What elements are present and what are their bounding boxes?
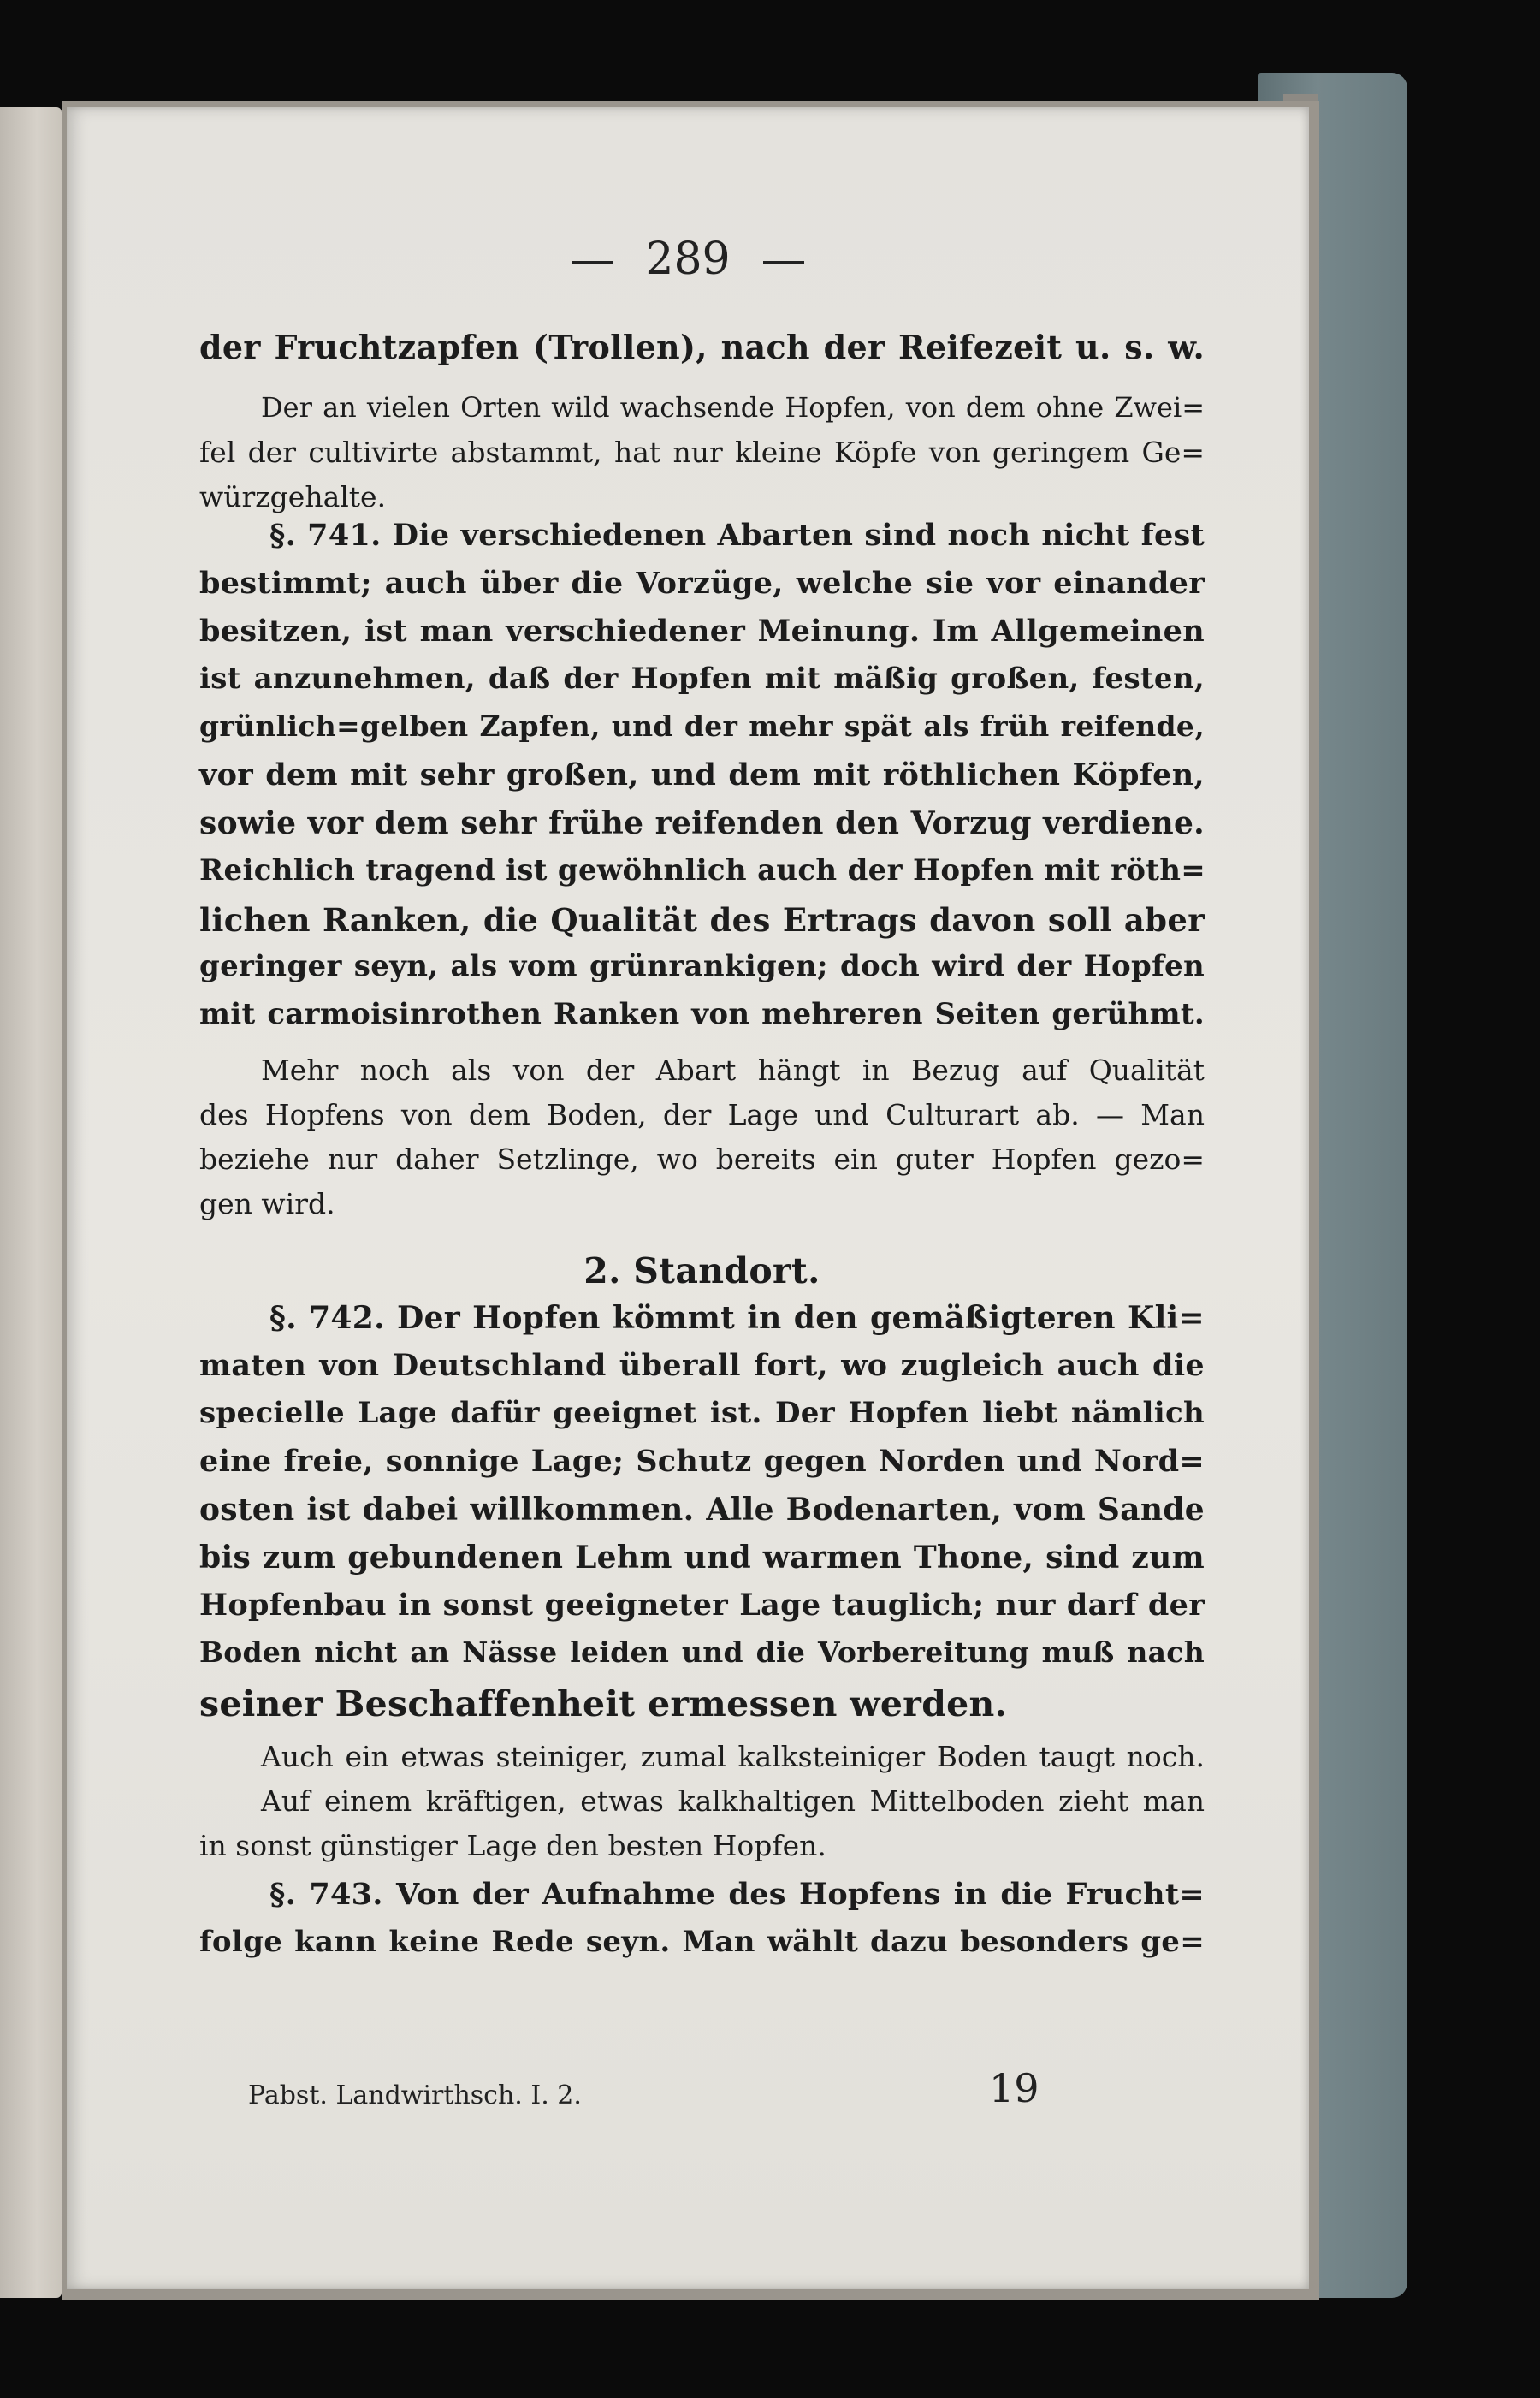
text-line: besitzen, ist man verschiedener Meinung. Im Allgemeinen (199, 614, 1205, 649)
text-line: folge kann keine Rede seyn. Man wählt dazu besonders ge= (199, 1925, 1205, 1959)
text-line: mit carmoisinrothen Ranken von mehreren Seiten gerühmt. (199, 997, 1205, 1031)
text-line: maten von Deutschland überall fort, wo zugleich auch die (199, 1348, 1205, 1383)
note-line: Auch ein etwas steiniger, zumal kalksteiniger Boden taugt noch. (261, 1740, 1205, 1773)
section-heading: 2. Standort. (583, 1250, 820, 1291)
text-line: Reichlich tragend ist gewöhnlich auch der Hopfen mit röth= (199, 853, 1206, 887)
previous-page-edge (0, 107, 62, 2298)
note-line: würzgehalte. (199, 480, 387, 513)
header-dash-right (763, 261, 804, 264)
header-dash-left (572, 261, 613, 264)
page-header (67, 234, 1309, 285)
text-line: specielle Lage dafür geeignet ist. Der Hopfen liebt nämlich (199, 1396, 1205, 1430)
text-line: eine freie, sonnige Lage; Schutz gegen Norden und Nord= (199, 1444, 1205, 1479)
note-line: fel der cultivirte abstammt, hat nur kleine Köpfe von geringem Ge= (199, 436, 1205, 469)
note-line: Mehr noch als von der Abart hängt in Bezug auf Qualität (261, 1054, 1205, 1087)
note-line: in sonst günstiger Lage den besten Hopfen. (199, 1829, 826, 1862)
section-743-start: §. 743. Von der Aufnahme des Hopfens in die Frucht= (270, 1877, 1205, 1912)
text-line: osten ist dabei willkommen. Alle Bodenarten, vom Sande (199, 1492, 1205, 1528)
section-741-start: §. 741. Die verschiedenen Abarten sind noch nicht fest (270, 518, 1205, 553)
text-line: bis zum gebundenen Lehm und warmen Thone, sind zum (199, 1540, 1205, 1576)
note-line: beziehe nur daher Setzlinge, wo bereits ein guter Hopfen gezo= (199, 1143, 1205, 1176)
signature-mark: Pabst. Landwirthsch. I. 2. (248, 2080, 582, 2110)
text-line: vor dem mit sehr großen, und dem mit röthlichen Köpfen, (199, 757, 1205, 792)
note-line: Auf einem kräftigen, etwas kalkhaltigen Mittelboden zieht man (261, 1784, 1205, 1818)
text-line: geringer seyn, als vom grünrankigen; doch wird der Hopfen (199, 949, 1205, 983)
text-line: grünlich=gelben Zapfen, und der mehr spät als früh reifende, (199, 709, 1205, 743)
section-742-start: §. 742. Der Hopfen kömmt in den gemäßigteren Kli= (270, 1300, 1205, 1336)
sheet-number: 19 (989, 2065, 1040, 2111)
book-page (67, 107, 1309, 2289)
text-line: Boden nicht an Nässe leiden und die Vorbereitung muß nach (199, 1635, 1205, 1669)
text-line: lichen Ranken, die Qualität des Ertrags davon soll aber (199, 901, 1205, 939)
note-line: Der an vielen Orten wild wachsende Hopfen, von dem ohne Zwei= (261, 391, 1205, 424)
page-number: 289 (645, 234, 731, 285)
note-line: gen wird. (199, 1187, 335, 1220)
note-line: des Hopfens von dem Boden, der Lage und Culturart ab. — Man (199, 1098, 1205, 1131)
text-line: ist anzunehmen, daß der Hopfen mit mäßig großen, festen, (199, 662, 1205, 696)
text-line: seiner Beschaffenheit ermessen werden. (199, 1683, 1008, 1724)
text-line: der Fruchtzapfen (Trollen), nach der Reifezeit u. s. w. (199, 328, 1205, 366)
text-line: Hopfenbau in sonst geeigneter Lage tauglich; nur darf der (199, 1588, 1205, 1623)
text-line: sowie vor dem sehr frühe reifenden den Vorzug verdiene. (199, 805, 1205, 841)
text-line: bestimmt; auch über die Vorzüge, welche sie vor einander (199, 566, 1205, 601)
